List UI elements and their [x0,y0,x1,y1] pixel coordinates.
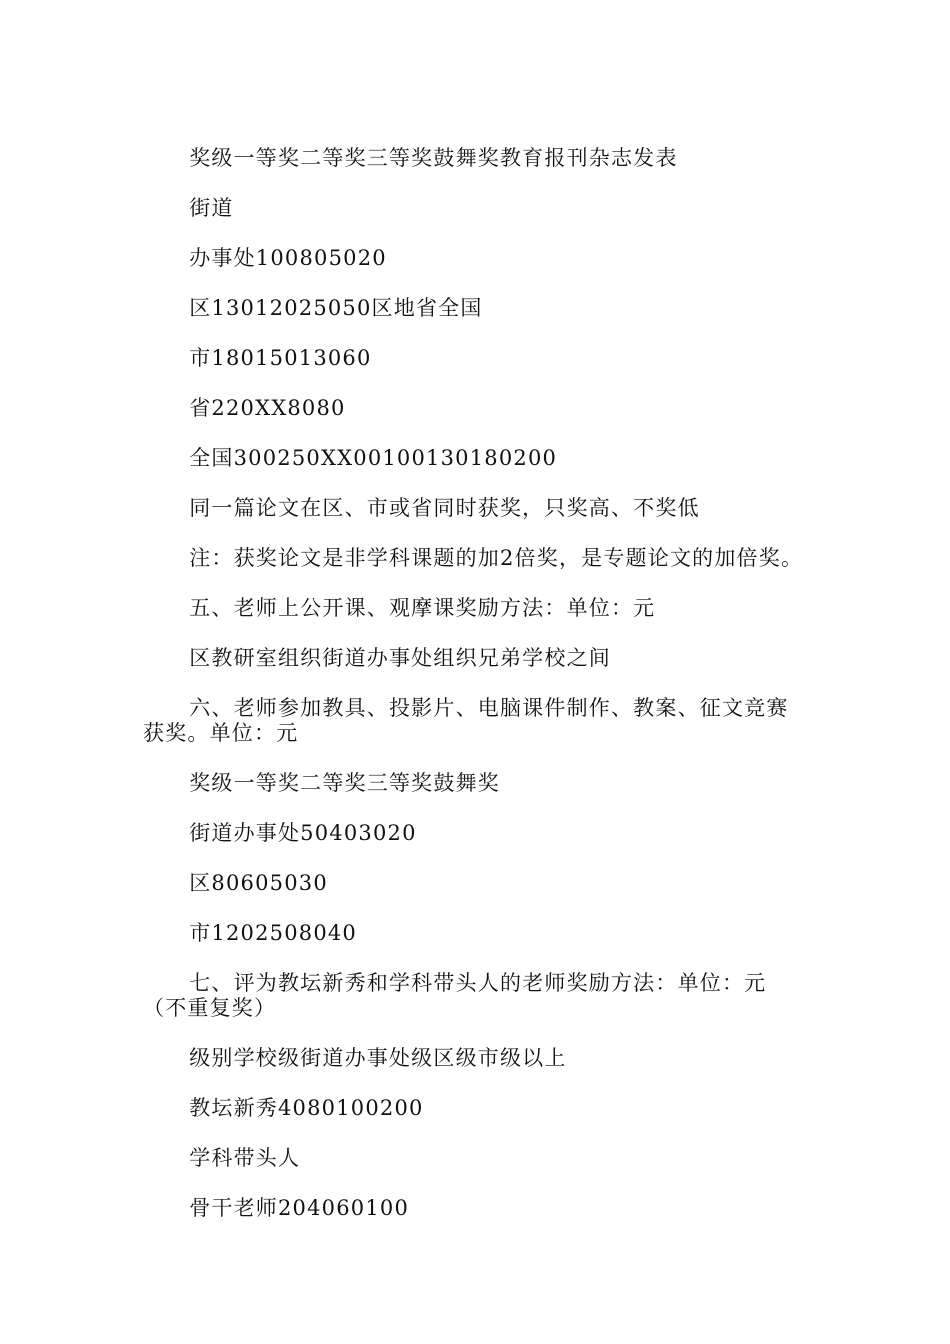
paragraph-street: 街道 [189,196,234,220]
paragraph-award-levels: 奖级一等奖二等奖三等奖鼓舞奖 [189,771,500,795]
section-heading-five: 五、老师上公开课、观摩课奖励方法：单位：元 [189,596,656,620]
paragraph-same-paper-rule: 同一篇论文在区、市或省同时获奖，只奖高、不奖低 [189,496,700,520]
paragraph-backbone-teacher: 骨干老师204060100 [189,1196,410,1220]
paragraph-office: 办事处100805020 [189,246,387,270]
paragraph-city-amounts: 市1202508040 [189,921,357,945]
document-body [143,146,810,1246]
paragraph-district: 区13012025050区地省全国 [189,296,483,320]
paragraph-note: 注：获奖论文是非学科课题的加2倍奖，是专题论文的加倍奖。 [189,546,804,570]
paragraph-award-levels-journal: 奖级一等奖二等奖三等奖鼓舞奖教育报刊杂志发表 [189,146,678,170]
paragraph-organizers: 区教研室组织街道办事处组织兄弟学校之间 [189,646,611,670]
paragraph-subject-leader: 学科带头人 [189,1146,301,1170]
paragraph-new-teacher: 教坛新秀4080100200 [189,1096,424,1120]
section-heading-seven: 七、评为教坛新秀和学科带头人的老师奖励方法：单位：元（不重复奖） [143,971,767,1020]
paragraph-district-amounts: 区80605030 [189,871,328,895]
paragraph-national: 全国300250XX00100130180200 [189,446,558,470]
section-heading-six: 六、老师参加教具、投影片、电脑课件制作、教案、征文竞赛获奖。单位：元 [143,696,789,745]
paragraph-province: 省220XX8080 [189,396,346,420]
paragraph-levels: 级别学校级街道办事处级区级市级以上 [189,1046,567,1070]
paragraph-city: 市18015013060 [189,346,372,370]
paragraph-street-office-amounts: 街道办事处50403020 [189,821,417,845]
